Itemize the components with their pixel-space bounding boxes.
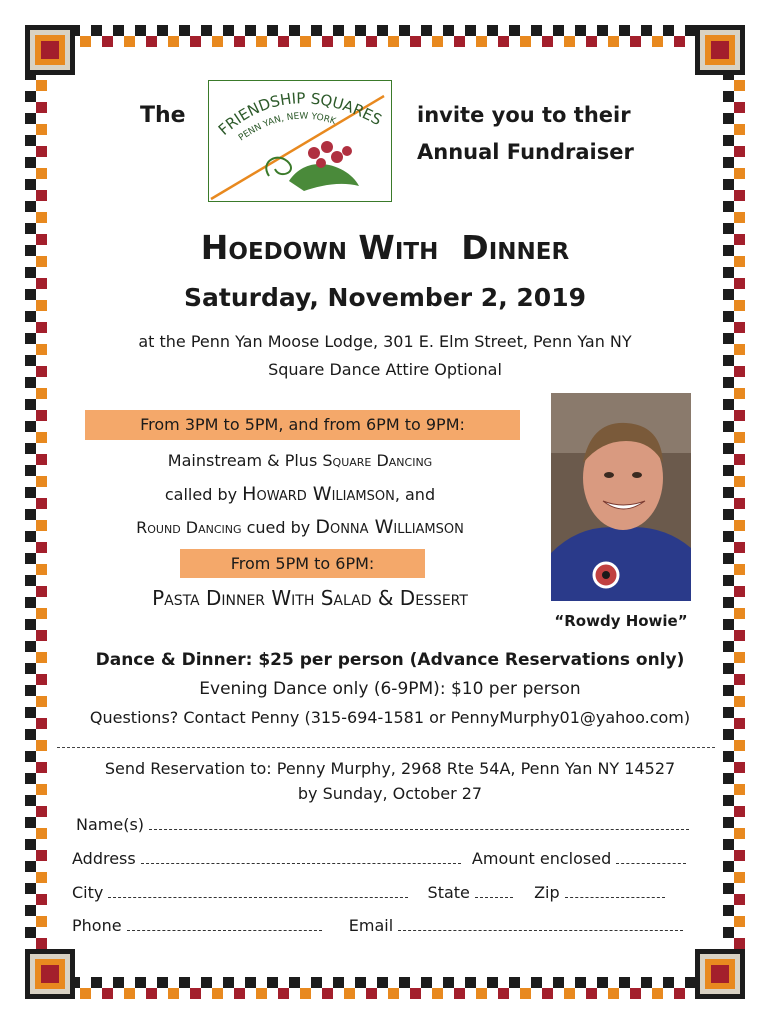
names-field[interactable] [149, 829, 689, 830]
price-line-1: Dance & Dinner: $25 per person (Advance Reservations only) [95, 650, 685, 670]
schedule-line-1b: Square Dancing [322, 451, 433, 470]
form-row-address [72, 849, 686, 868]
corner-bottom-left [25, 949, 75, 999]
schedule-line-3 [60, 516, 540, 538]
header-invite-line1: invite you to their [417, 103, 631, 127]
cuer-name: Donna Williamson [315, 516, 464, 538]
logo-subtext: PENN YAN, NEW YORK [237, 111, 337, 144]
phone-field[interactable] [127, 930, 322, 931]
corner-top-right [695, 25, 745, 75]
cut-line [57, 747, 715, 748]
schedule-band-1-text: From 3PM to 5PM, and from 6PM to 9PM: [140, 415, 465, 434]
city-field[interactable] [108, 897, 408, 898]
border-left [25, 25, 47, 999]
schedule-line-2a: called by [164, 485, 243, 504]
names-label: Name(s) [76, 815, 145, 834]
form-row-names [76, 815, 689, 834]
border-top [25, 25, 745, 47]
schedule-line-1a: Mainstream & Plus [167, 451, 323, 470]
state-label: State [427, 883, 470, 902]
header-invite-line2: Annual Fundraiser [417, 140, 634, 164]
price-line-2: Evening Dance only (6-9PM): $10 per person [199, 679, 581, 699]
email-label: Email [348, 916, 394, 935]
corner-top-left [25, 25, 75, 75]
amount-label: Amount enclosed [471, 849, 612, 868]
address-label: Address [72, 849, 136, 868]
caller-photo [551, 393, 691, 601]
email-field[interactable] [398, 930, 683, 931]
schedule-line-2c: , and [394, 485, 436, 504]
schedule-band-2-text: From 5PM to 6PM: [230, 554, 375, 573]
contact-line: Questions? Contact Penny (315-694-1581 or PennyMurphy01@yahoo.com) [89, 708, 691, 727]
event-title: Hoedown With Dinner [200, 228, 570, 267]
reservation-deadline: by Sunday, October 27 [297, 784, 483, 803]
zip-field[interactable] [565, 897, 665, 898]
corner-bottom-right [695, 949, 745, 999]
address-field[interactable] [141, 863, 461, 864]
schedule-line-3a: Round Dancing [136, 518, 242, 537]
dinner-menu: Pasta Dinner With Salad & Dessert [152, 586, 468, 610]
form-row-phone [72, 916, 683, 935]
send-reservation: Send Reservation to: Penny Murphy, 2968 Rte 54A, Penn Yan NY 14527 [104, 759, 676, 778]
photo-caption: “Rowdy Howie” [554, 612, 688, 630]
form-row-city [72, 883, 665, 902]
caller-name: Howard Wiliamson [242, 483, 395, 505]
event-date: Saturday, November 2, 2019 [184, 283, 586, 312]
zip-label: Zip [534, 883, 560, 902]
border-right [723, 25, 745, 999]
friendship-squares-logo [208, 80, 392, 202]
schedule-line-3b: cued by [241, 518, 316, 537]
caller-photo-image [551, 393, 691, 601]
header-the: The [140, 103, 186, 128]
event-attire: Square Dance Attire Optional [268, 360, 502, 379]
border-bottom [25, 977, 745, 999]
event-location: at the Penn Yan Moose Lodge, 301 E. Elm Street, Penn Yan NY [138, 332, 632, 351]
state-field[interactable] [475, 897, 513, 898]
schedule-line-1 [60, 451, 540, 470]
phone-label: Phone [72, 916, 122, 935]
schedule-line-2 [60, 483, 540, 505]
logo-text: FRIENDSHIP SQUARES [214, 89, 385, 139]
city-label: City [72, 883, 104, 902]
logo-graphic [209, 81, 391, 201]
amount-field[interactable] [616, 863, 686, 864]
